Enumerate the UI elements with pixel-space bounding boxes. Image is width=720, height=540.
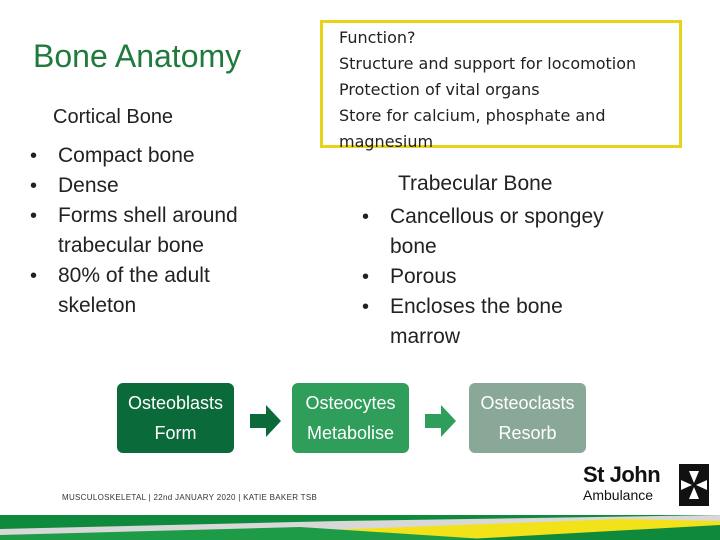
cell-name: Osteoclasts: [480, 393, 575, 413]
logo-line-2: Ambulance: [583, 487, 654, 503]
maltese-cross-icon: [679, 464, 709, 506]
cell-action: Resorb: [498, 423, 557, 443]
function-line: magnesium: [339, 132, 434, 151]
list-item: • 80% of the adult skeleton: [28, 261, 298, 321]
slide-title: Bone Anatomy: [33, 38, 242, 74]
cortical-bone-list: [28, 141, 298, 321]
list-item: • Cancellous or spongey bone: [360, 202, 690, 262]
function-line: Function?: [339, 28, 416, 47]
osteoblasts-box: [117, 383, 234, 453]
logo-line-1: St John: [583, 462, 661, 487]
list-item: • Compact bone: [28, 141, 298, 171]
list-item: • Porous: [360, 262, 690, 292]
arrow-right-icon: [425, 404, 457, 438]
list-item: • Encloses the bone marrow: [360, 292, 690, 352]
list-item: • Forms shell around trabecular bone: [28, 201, 298, 261]
bullet-icon: •: [30, 175, 38, 197]
trabecular-bone-heading: Trabecular Bone: [398, 172, 553, 195]
list-item: • Dense: [28, 171, 298, 201]
decorative-stripe: [0, 515, 720, 540]
cortical-bone-heading: Cortical Bone: [53, 106, 174, 128]
trabecular-bone-list: [360, 202, 690, 352]
bullet-icon: •: [30, 205, 38, 227]
bullet-icon: •: [30, 145, 38, 167]
function-box: [320, 20, 682, 151]
function-line: Store for calcium, phosphate and: [339, 106, 606, 125]
function-line: Protection of vital organs: [339, 80, 540, 99]
footer-text: MUSCULOSKELETAL | 22nd JANUARY 2020 | KATIE BAKER TSB: [62, 493, 318, 502]
arrow-right-icon: [250, 404, 282, 438]
bullet-icon: •: [30, 265, 38, 287]
bullet-icon: •: [362, 266, 370, 288]
cell-name: Osteoblasts: [127, 393, 224, 413]
st-john-ambulance-logo: [583, 462, 709, 510]
function-line: Structure and support for locomotion: [339, 54, 637, 73]
bullet-icon: •: [362, 296, 370, 318]
osteocytes-box: [292, 383, 409, 453]
cell-action: Metabolise: [306, 423, 395, 443]
osteoclasts-box: [469, 383, 586, 453]
cell-action: Form: [154, 423, 197, 443]
cell-name: Osteocytes: [305, 393, 396, 413]
bullet-icon: •: [362, 206, 370, 228]
